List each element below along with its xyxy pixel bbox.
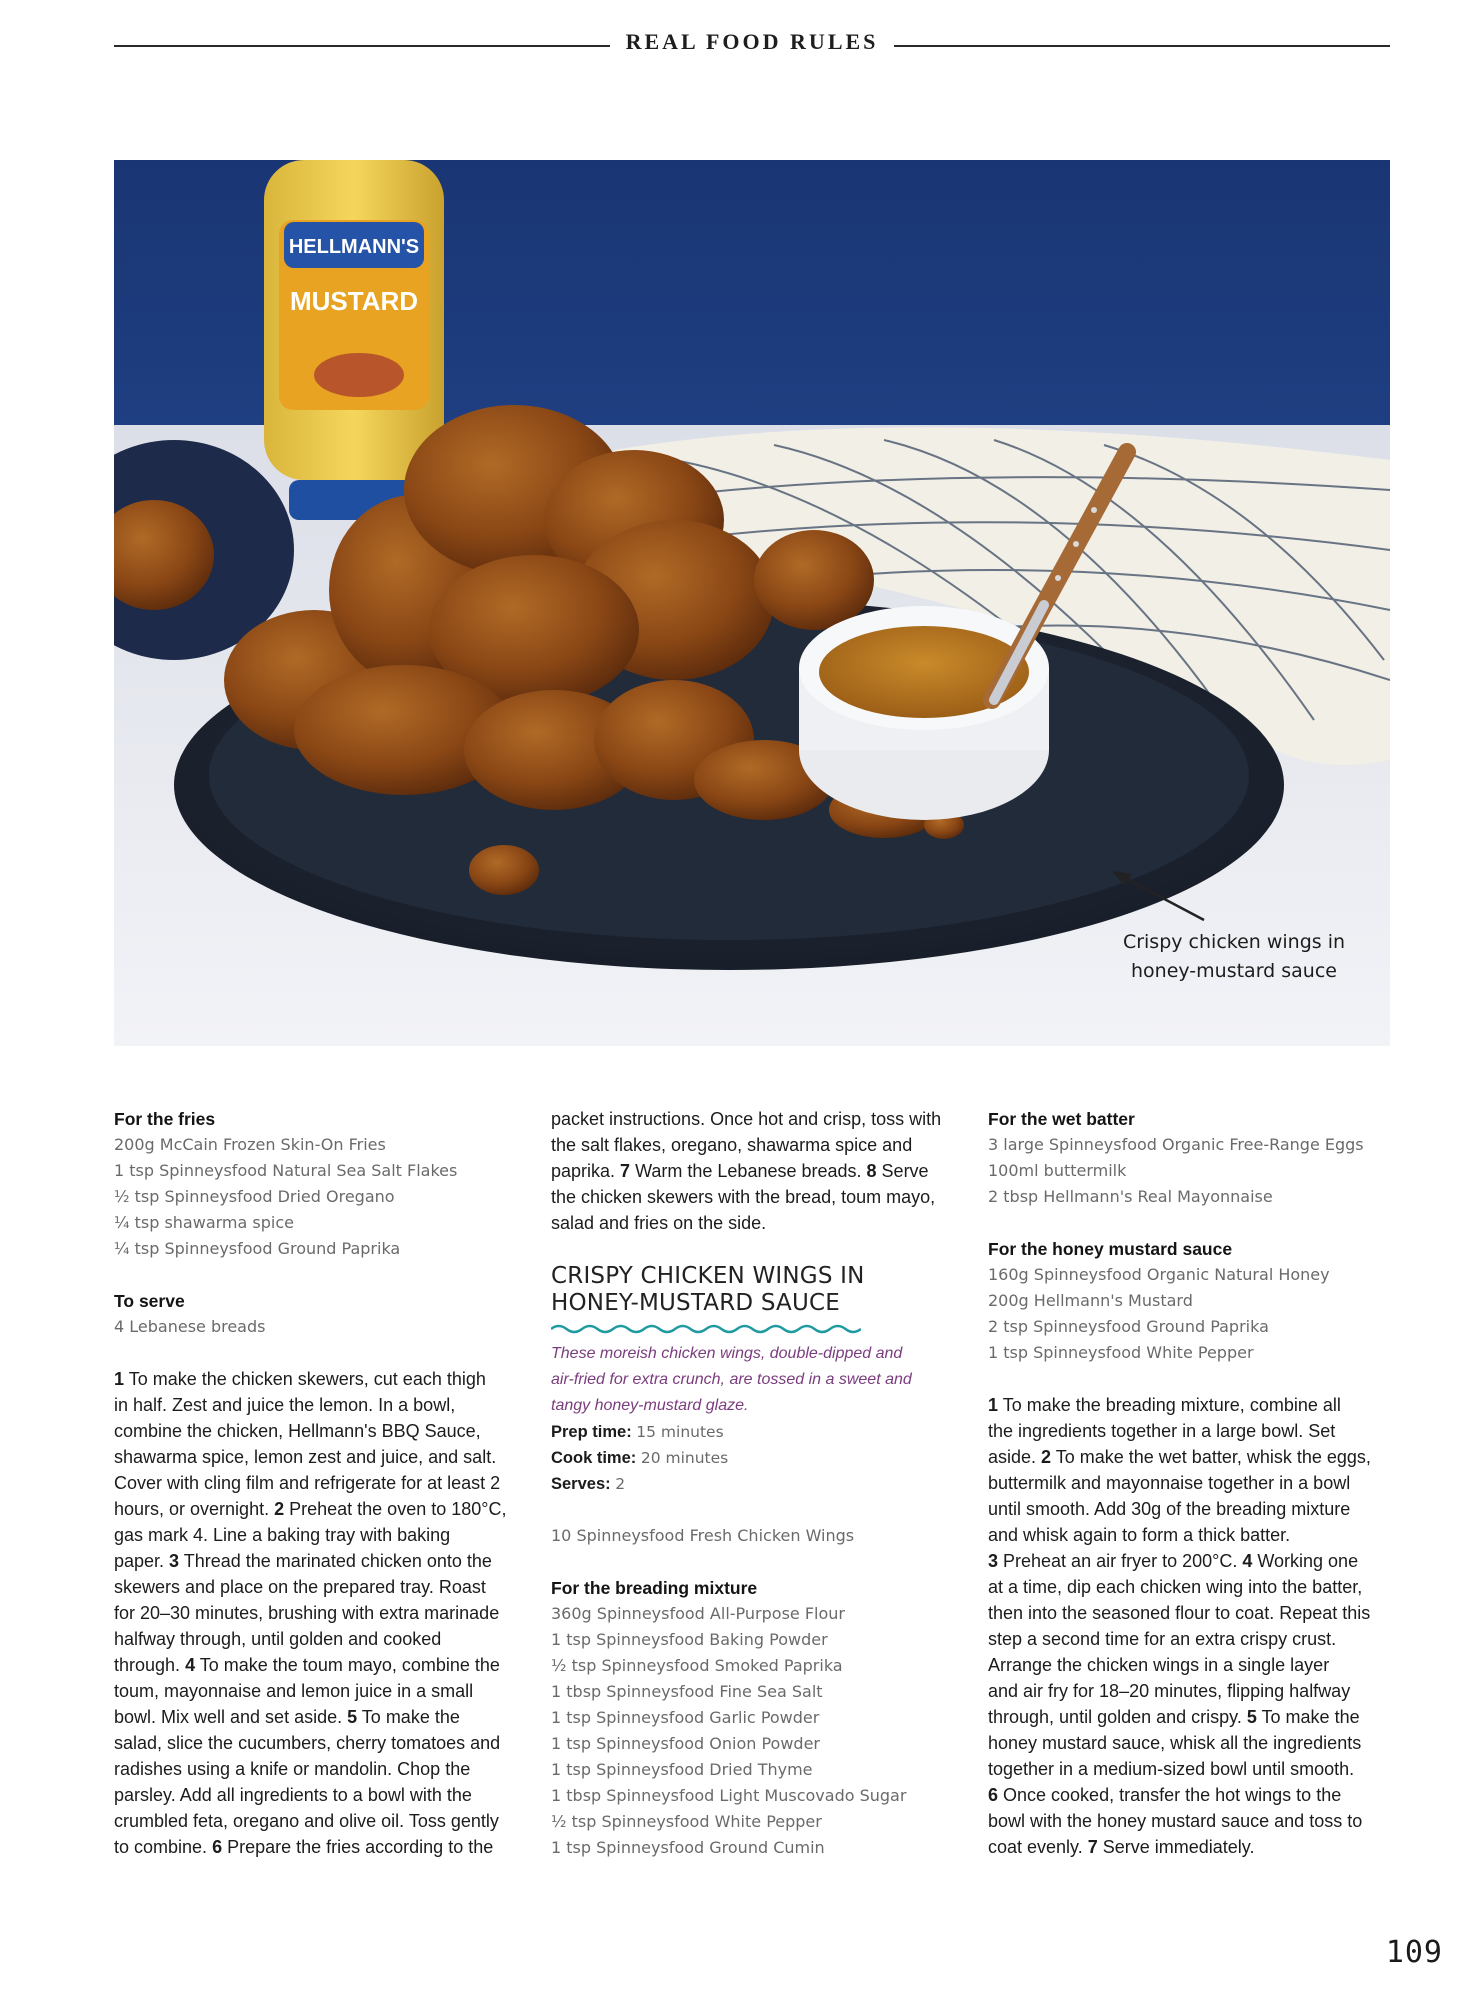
method-line: buttermilk and mayonnaise together in a bowl (988, 1473, 1351, 1493)
method-line: hours, or overnight. 2 Preheat the oven to 180°C, (114, 1499, 507, 1519)
wet-batter-item: 3 large Spinneysfood Organic Free-Range Eggs (988, 1135, 1364, 1154)
serves: Serves: 2 (551, 1475, 626, 1493)
photo-caption (1114, 928, 1354, 986)
serve-heading: To serve (114, 1291, 185, 1311)
honey-sauce-heading: For the honey mustard sauce (988, 1239, 1233, 1259)
honey-sauce-item: 160g Spinneysfood Organic Natural Honey (988, 1265, 1330, 1284)
breading-item: 1 tsp Spinneysfood Dried Thyme (551, 1760, 813, 1779)
method-line: paper. 3 Thread the marinated chicken onto the (114, 1551, 492, 1571)
method-line: through. 4 To make the toum mayo, combine the (114, 1655, 500, 1675)
method-line: the salt flakes, oregano, shawarma spice and (551, 1135, 913, 1155)
bottle-brand: HELLMANN'S (288, 236, 420, 258)
column-1 (114, 1106, 524, 1860)
method-line: Arrange the chicken wings in a single layer (988, 1655, 1330, 1675)
method-line: combine the chicken, Hellmann's BBQ Sauce, (114, 1421, 481, 1441)
honey-sauce-item: 200g Hellmann's Mustard (988, 1291, 1193, 1310)
honey-sauce-item: 1 tsp Spinneysfood White Pepper (988, 1343, 1254, 1362)
breading-item: 1 tsp Spinneysfood Onion Powder (551, 1734, 820, 1753)
method-line: in half. Zest and juice the lemon. In a bowl, (114, 1395, 456, 1415)
serve-item: 4 Lebanese breads (114, 1317, 266, 1336)
method-line: radishes using a knife or mandolin. Chop the (114, 1759, 471, 1779)
page-number: 109 (1385, 1935, 1443, 1970)
method-line: bowl. Mix well and set aside. 5 To make the (114, 1707, 460, 1727)
method-line: parsley. Add all ingredients to a bowl with the (114, 1785, 472, 1805)
fries-item: ¼ tsp shawarma spice (114, 1213, 294, 1232)
method-line: crumbled feta, oregano and olive oil. Toss gently (114, 1811, 499, 1831)
wet-batter-item: 100ml buttermilk (988, 1161, 1127, 1180)
food-photo (114, 160, 1390, 1046)
fries-item: ½ tsp Spinneysfood Dried Oregano (114, 1187, 395, 1206)
method-line: salad, slice the cucumbers, cherry tomatoes and (114, 1733, 501, 1753)
wave-divider (551, 1323, 861, 1335)
method-line: bowl with the honey mustard sauce and toss to (988, 1811, 1363, 1831)
main-ingredient: 10 Spinneysfood Fresh Chicken Wings (551, 1526, 855, 1545)
fries-heading: For the fries (114, 1109, 216, 1129)
method-line: and air fry for 18–20 minutes, flipping halfway (988, 1681, 1351, 1701)
skewers-method (114, 1366, 524, 1860)
method-line: coat evenly. 7 Serve immediately. (988, 1837, 1255, 1857)
method-line: then into the seasoned flour to coat. Repeat this (988, 1603, 1371, 1623)
bottle-product: MUSTARD (289, 286, 419, 316)
column-3 (988, 1106, 1398, 1860)
caption-line-1: Crispy chicken wings in (1122, 931, 1346, 953)
recipe-intro-line: These moreish chicken wings, double-dipped and (551, 1345, 903, 1362)
fries-item: 200g McCain Frozen Skin-On Fries (114, 1135, 386, 1154)
method-line: the chicken skewers with the bread, toum mayo, (551, 1187, 936, 1207)
method-line: the ingredients together in a large bowl. Set (988, 1421, 1336, 1441)
recipe-title-line-1: CRISPY CHICKEN WINGS IN (551, 1263, 865, 1289)
page-header (114, 26, 1390, 66)
breading-heading: For the breading mixture (551, 1578, 758, 1598)
method-line: packet instructions. Once hot and crisp, toss with (551, 1109, 942, 1129)
method-line: together in a medium-sized bowl until smooth. (988, 1759, 1355, 1779)
recipe-title-line-2: HONEY-MUSTARD SAUCE (551, 1290, 841, 1316)
recipe-intro-line: air-fried for extra crunch, are tossed in a sweet and (551, 1371, 912, 1388)
breading-item: 1 tbsp Spinneysfood Light Muscovado Sugar (551, 1786, 907, 1805)
breading-item: 1 tsp Spinneysfood Garlic Powder (551, 1708, 820, 1727)
method-line: 1 To make the chicken skewers, cut each thigh (114, 1369, 486, 1389)
method-line: gas mark 4. Line a baking tray with baking (114, 1525, 451, 1545)
column-2 (551, 1106, 961, 1861)
breading-item: ½ tsp Spinneysfood White Pepper (551, 1812, 822, 1831)
method-line: until smooth. Add 30g of the breading mixture (988, 1499, 1351, 1519)
food-photo-illustration (114, 160, 1390, 1046)
method-line: honey mustard sauce, whisk all the ingredients (988, 1733, 1362, 1753)
method-line: for 20–30 minutes, brushing with extra marinade (114, 1603, 500, 1623)
recipe-title (551, 1263, 961, 1317)
method-line: to combine. 6 Prepare the fries according to the (114, 1837, 494, 1857)
breading-item: 360g Spinneysfood All-Purpose Flour (551, 1604, 845, 1623)
method-line: skewers and place on the prepared tray. Roast (114, 1577, 486, 1597)
breading-item: 1 tsp Spinneysfood Ground Cumin (551, 1838, 825, 1857)
breading-item: 1 tsp Spinneysfood Baking Powder (551, 1630, 828, 1649)
method-line: 3 Preheat an air fryer to 200°C. 4 Working one (988, 1551, 1359, 1571)
method-line: 1 To make the breading mixture, combine all (988, 1395, 1341, 1415)
honey-sauce-item: 2 tsp Spinneysfood Ground Paprika (988, 1317, 1269, 1336)
fries-item: 1 tsp Spinneysfood Natural Sea Salt Flakes (114, 1161, 458, 1180)
method-line: step a second time for an extra crispy crust. (988, 1629, 1337, 1649)
recipe-intro-line: tangy honey-mustard glaze. (551, 1397, 749, 1414)
method-line: Cover with cling film and refrigerate for at least 2 (114, 1473, 501, 1493)
method-line: paprika. 7 Warm the Lebanese breads. 8 Serve (551, 1161, 929, 1181)
method-line: aside. 2 To make the wet batter, whisk the eggs, (988, 1447, 1371, 1467)
section-title: REAL FOOD RULES (625, 29, 879, 54)
method-line: 6 Once cooked, transfer the hot wings to the (988, 1785, 1342, 1805)
cook-time: Cook time: 20 minutes (551, 1449, 729, 1467)
method-line: toum, mayonnaise and lemon juice in a small (114, 1681, 474, 1701)
method-line: shawarma spice, lemon zest and juice, and salt. (114, 1447, 497, 1467)
wings-method (988, 1392, 1398, 1860)
method-line: and whisk again to form a thick batter. (988, 1525, 1291, 1545)
method-line: through, until golden and crispy. 5 To make the (988, 1707, 1360, 1727)
header-rule-right (894, 45, 1390, 47)
method-line: halfway through, until golden and cooked (114, 1629, 442, 1649)
caption-line-2: honey-mustard sauce (1130, 960, 1337, 982)
wet-batter-heading: For the wet batter (988, 1109, 1135, 1129)
breading-item: ½ tsp Spinneysfood Smoked Paprika (551, 1656, 843, 1675)
method-line: salad and fries on the side. (551, 1213, 767, 1233)
fries-item: ¼ tsp Spinneysfood Ground Paprika (114, 1239, 401, 1258)
wet-batter-item: 2 tbsp Hellmann's Real Mayonnaise (988, 1187, 1273, 1206)
breading-item: 1 tbsp Spinneysfood Fine Sea Salt (551, 1682, 823, 1701)
method-line: at a time, dip each chicken wing into the batter, (988, 1577, 1363, 1597)
prep-time: Prep time: 15 minutes (551, 1423, 724, 1441)
